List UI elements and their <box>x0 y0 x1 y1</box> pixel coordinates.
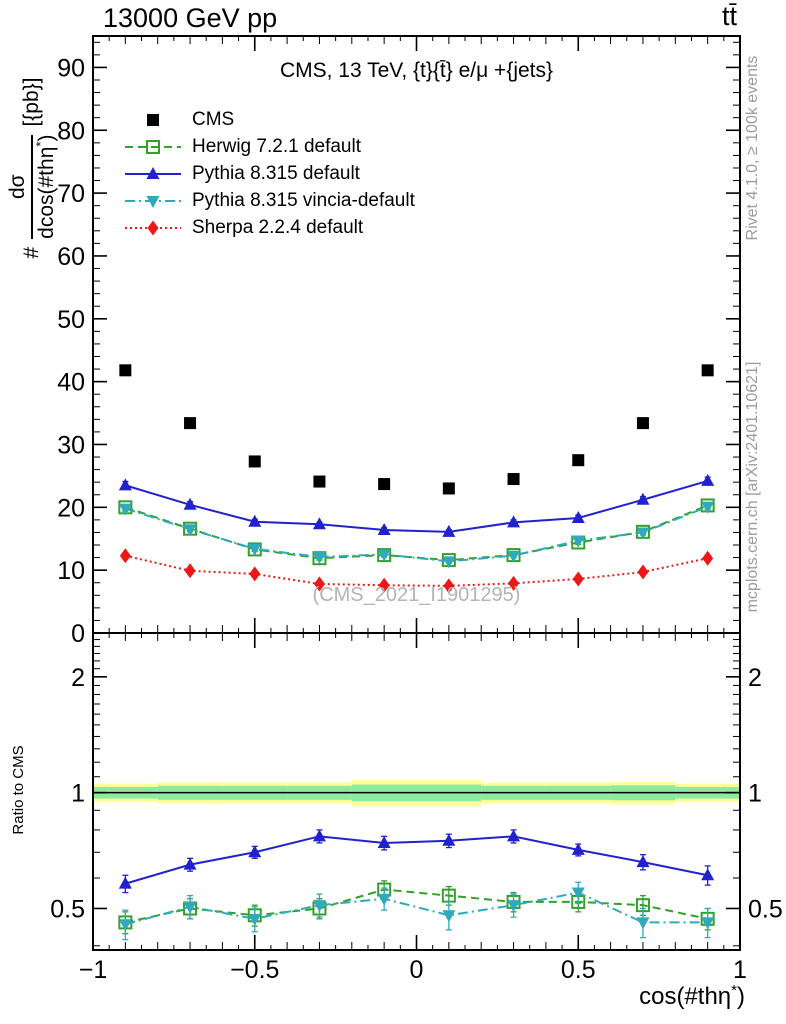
svg-text:30: 30 <box>57 431 85 460</box>
cms-marker-icon <box>124 111 182 129</box>
svg-text:20: 20 <box>57 494 85 523</box>
legend-item-cms <box>124 106 415 133</box>
legend-label-pythia-vincia: Pythia 8.315 vincia-default <box>192 189 415 211</box>
process-label: tt̄ <box>721 1 737 31</box>
svg-text:70: 70 <box>57 180 85 209</box>
mcplots-credit: mcplots.cern.ch [arXiv:2401.10621] <box>744 361 761 613</box>
svg-text:0.5: 0.5 <box>50 895 85 924</box>
svg-text:40: 40 <box>57 368 85 397</box>
legend-label-pythia-default: Pythia 8.315 default <box>192 162 360 184</box>
ylabel-prefix: # <box>20 246 43 259</box>
series-pythia-8-315-default <box>119 829 714 892</box>
svg-text:2: 2 <box>748 663 762 692</box>
legend-item-pythia-vincia <box>124 187 415 214</box>
legend-item-sherpa <box>124 214 415 241</box>
fraction-bar <box>31 135 33 239</box>
legend <box>124 106 415 241</box>
ylabel-fraction <box>6 135 57 239</box>
legend-label-sherpa: Sherpa 2.2.4 default <box>192 216 364 238</box>
series-cms <box>119 364 713 494</box>
main-y-axis-title <box>2 28 62 308</box>
svg-text:−1: −1 <box>78 956 108 984</box>
series-pythia-8-315-vincia-default <box>119 882 714 939</box>
svg-text:0.5: 0.5 <box>560 956 596 984</box>
x-axis-title: cos(#thη*) <box>639 982 745 1010</box>
rivet-version-credit: Rivet 4.1.0, ≥ 100k events <box>744 55 761 241</box>
svg-text:−0.5: −0.5 <box>230 956 280 984</box>
svg-text:1: 1 <box>71 779 85 808</box>
svg-text:0.5: 0.5 <box>748 895 783 924</box>
ylabel-denominator: dcos(#thη*) <box>32 134 58 239</box>
legend-label-cms: CMS <box>192 108 235 130</box>
ratio-y-axis-title: Ratio to CMS <box>10 745 27 835</box>
series-pythia-8-315-default <box>119 474 714 537</box>
svg-text:60: 60 <box>57 242 85 271</box>
svg-text:50: 50 <box>57 305 85 334</box>
ylabel-numerator: dσ <box>6 174 30 200</box>
svg-text:10: 10 <box>57 557 85 586</box>
svg-text:2: 2 <box>71 663 85 692</box>
series-herwig-7-2-1-default <box>119 881 713 934</box>
svg-text:0: 0 <box>71 620 85 648</box>
beam-energy-label: 13000 GeV pp <box>103 3 278 33</box>
svg-text:90: 90 <box>57 54 85 83</box>
sherpa-marker-icon <box>124 219 182 237</box>
svg-text:0: 0 <box>409 956 424 984</box>
legend-item-pythia-default <box>124 160 415 187</box>
pythia-vincia-marker-icon <box>124 192 182 210</box>
svg-text:1: 1 <box>748 779 762 808</box>
svg-text:1: 1 <box>733 956 747 984</box>
svg-text:80: 80 <box>57 117 85 146</box>
pythia-default-marker-icon <box>124 165 182 183</box>
herwig-marker-icon <box>124 138 182 156</box>
analysis-id-watermark: (CMS_2021_I1901295) <box>312 584 521 606</box>
legend-label-herwig: Herwig 7.2.1 default <box>192 135 361 157</box>
series-pythia-8-315-vincia-default <box>119 502 714 569</box>
plot-title: CMS, 13 TeV, {t}{t̄} e/μ +{jets} <box>279 59 554 82</box>
legend-item-herwig <box>124 133 415 160</box>
ylabel-units: [{pb}] <box>20 77 43 127</box>
